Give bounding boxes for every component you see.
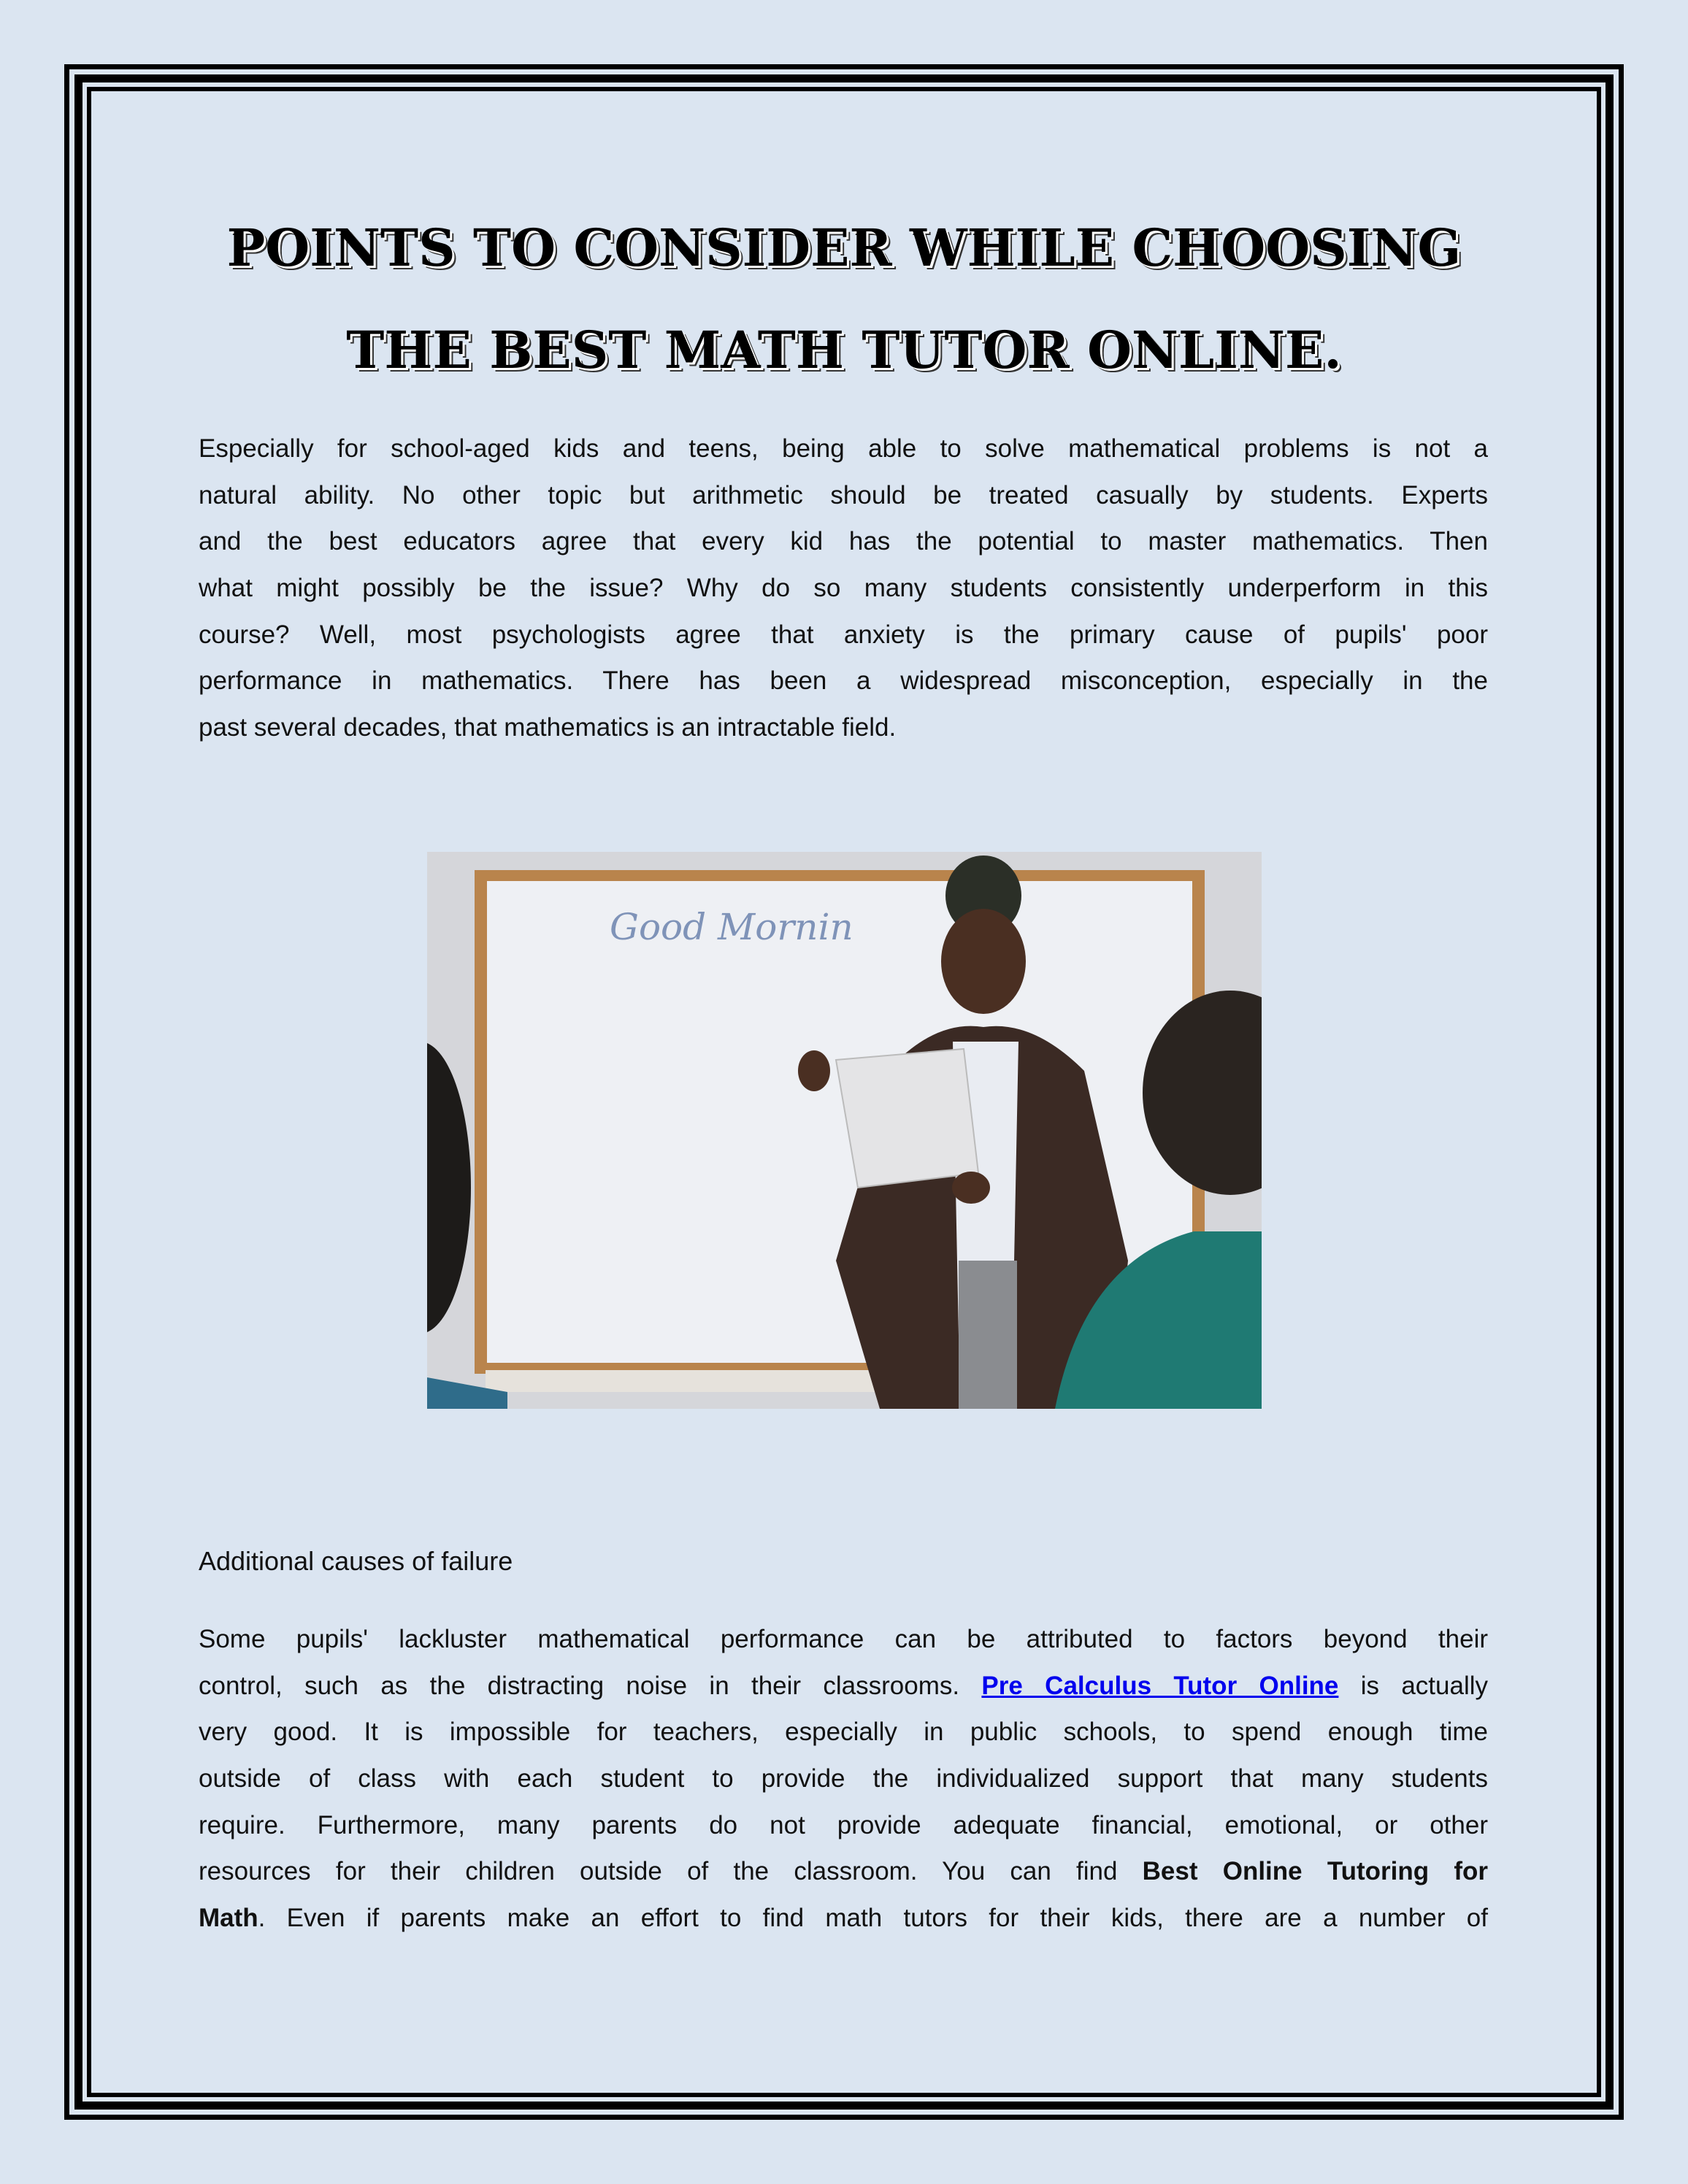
text-line: past several decades, that mathematics is an intractable field. bbox=[199, 713, 897, 742]
text-line: and the best educators agree that every kid has the potential to master mathematics. Then bbox=[199, 527, 1488, 556]
bold-phrase: Best Online Tutoring for bbox=[1142, 1857, 1488, 1886]
title-line-1: POINTS TO CONSIDER WHILE CHOOSING bbox=[226, 218, 1462, 278]
body-paragraph bbox=[199, 1616, 1488, 1942]
text-line: course? Well, most psychologists agree that anxiety is the primary cause of pupils' poor bbox=[199, 620, 1488, 649]
bold-phrase: Math bbox=[199, 1904, 258, 1933]
page-title bbox=[117, 197, 1571, 401]
teacher-photo bbox=[427, 852, 1262, 1409]
text-line: natural ability. No other topic but arithmetic should be treated casually by students. Experts bbox=[199, 480, 1488, 510]
text-line: Some pupils' lackluster mathematical performance can be attributed to factors beyond their bbox=[199, 1625, 1488, 1653]
text-line: very good. It is impossible for teachers, especially in public schools, to spend enough time bbox=[199, 1718, 1488, 1747]
text-segment: . Even if parents make an effort to find math tutors for their kids, there are a number of bbox=[258, 1904, 1488, 1933]
text-line: Especially for school-aged kids and teens, being able to solve mathematical problems is not a bbox=[199, 434, 1488, 463]
board-text: Good Mornin bbox=[610, 906, 853, 948]
section-heading: Additional causes of failure bbox=[199, 1546, 513, 1576]
text-segment: control, such as the distracting noise in their classrooms. bbox=[199, 1671, 982, 1700]
pre-calculus-tutor-link[interactable]: Pre Calculus Tutor Online bbox=[981, 1671, 1339, 1700]
text-segment: resources for their children outside of the classroom. You can find bbox=[199, 1857, 1143, 1886]
text-line bbox=[199, 1895, 1488, 1942]
text-line bbox=[199, 1663, 1488, 1710]
text-line: outside of class with each student to provide the individualized support that many students bbox=[199, 1764, 1488, 1793]
text-line: what might possibly be the issue? Why do so many students consistently underperform in this bbox=[199, 574, 1488, 603]
text-line bbox=[199, 1848, 1488, 1895]
text-segment: is actually bbox=[1338, 1671, 1488, 1700]
teacher-at-whiteboard-illustration bbox=[427, 852, 1262, 1409]
intro-paragraph bbox=[199, 426, 1488, 751]
text-line: performance in mathematics. There has been a widespread misconception, especially in the bbox=[199, 666, 1488, 696]
text-line: require. Furthermore, many parents do not provide adequate financial, emotional, or other bbox=[199, 1810, 1488, 1839]
title-line-2: THE BEST MATH TUTOR ONLINE. bbox=[346, 320, 1342, 380]
